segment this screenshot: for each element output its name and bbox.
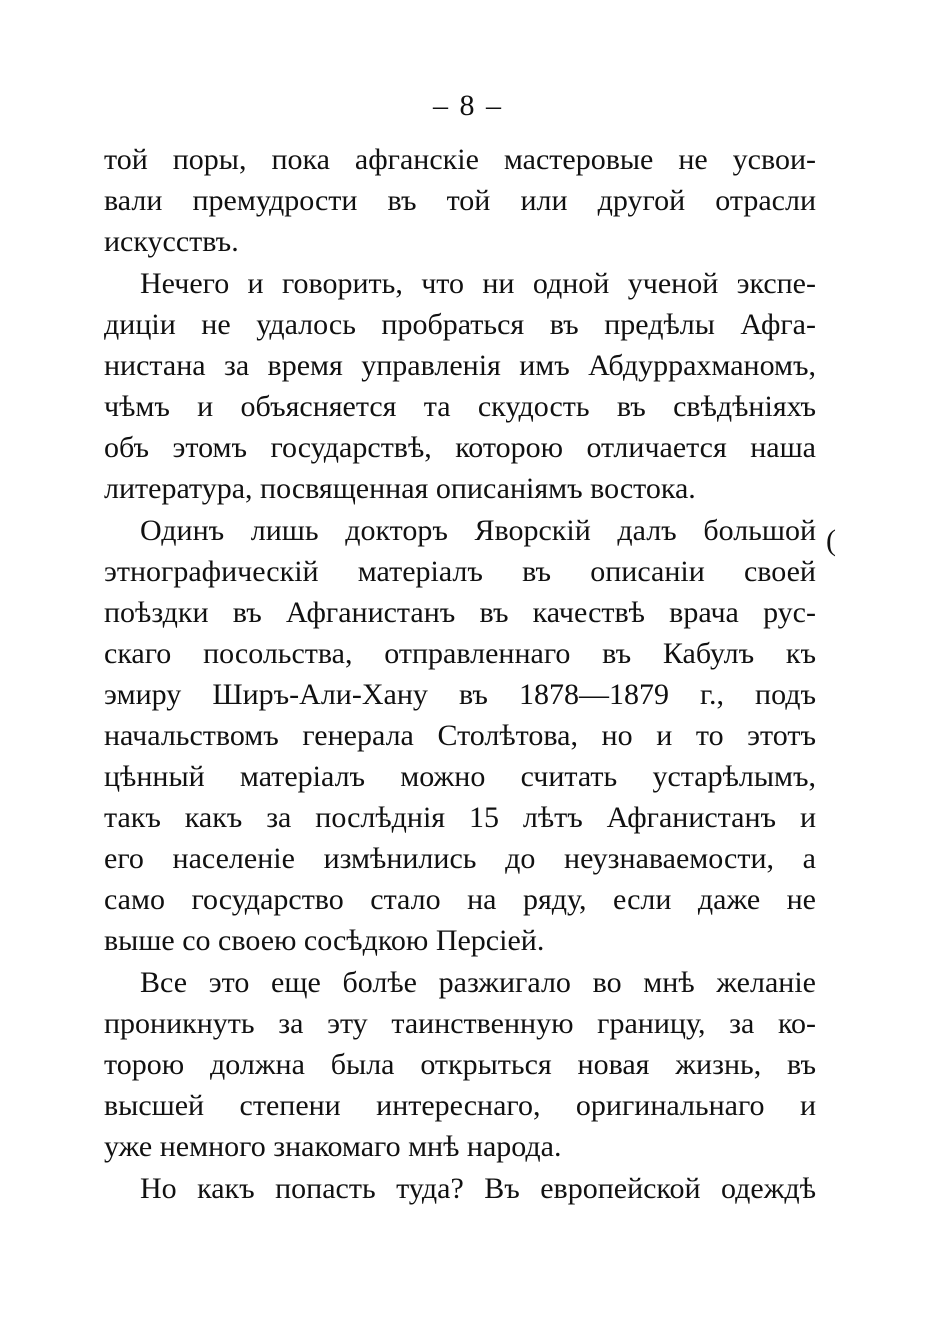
text-line: начальствомъ генерала Столѣтова, но и то этотъ bbox=[104, 719, 816, 752]
text-line: Нечего и говорить, что ни одной ученой экспе- bbox=[140, 267, 816, 300]
text-line: такъ какъ за послѣднія 15 лѣтъ Афганистанъ и bbox=[104, 801, 816, 834]
text-line: нистана за время управленія имъ Абдуррахманомъ, bbox=[104, 349, 816, 382]
page-number: – 8 – bbox=[433, 89, 503, 122]
text-line: диціи не удалось пробраться въ предѣлы Афга- bbox=[104, 308, 816, 341]
text-line: эмиру Ширъ-Али-Хану въ 1878—1879 г., подъ bbox=[104, 678, 816, 711]
text-line: той поры, пока афганскіе мастеровые не усвои- bbox=[104, 143, 816, 176]
text-line: вали премудрости въ той или другой отрасли bbox=[104, 184, 816, 217]
text-line: его населеніе измѣнились до неузнаваемости, а bbox=[104, 842, 816, 875]
paragraph-4 bbox=[104, 962, 816, 1167]
body-text bbox=[104, 139, 816, 1210]
text-line: литература, посвященная описаніямъ востока. bbox=[104, 472, 696, 505]
paragraph-1 bbox=[104, 139, 816, 262]
text-line: объ этомъ государствѣ, которою отличается наша bbox=[104, 431, 816, 464]
text-line: чѣмъ и объясняется та скудость въ свѣдѣніяхъ bbox=[104, 390, 816, 423]
margin-mark: ( bbox=[826, 524, 836, 557]
text-line: Но какъ попасть туда? Въ европейской одеждѣ bbox=[140, 1172, 816, 1205]
paragraph-2 bbox=[104, 263, 816, 509]
text-line: торою должна была открыться новая жизнь, въ bbox=[104, 1048, 816, 1081]
paragraph-3 bbox=[104, 510, 816, 961]
paragraph-5 bbox=[104, 1168, 816, 1209]
text-line: высшей степени интереснаго, оригинальнаго и bbox=[104, 1089, 816, 1122]
text-line: этнографическій матеріалъ въ описаніи своей bbox=[104, 555, 816, 588]
text-line: искусствъ. bbox=[104, 225, 239, 258]
text-line: само государство стало на ряду, если даже не bbox=[104, 883, 816, 916]
text-line: поѣздки въ Афганистанъ въ качествѣ врача рус- bbox=[104, 596, 816, 629]
text-line: выше со своею сосѣдкою Персіей. bbox=[104, 924, 545, 957]
text-line: проникнуть за эту таинственную границу, за ко- bbox=[104, 1007, 816, 1040]
text-line: Одинъ лишь докторъ Яворскій далъ большой bbox=[140, 514, 816, 547]
text-line: уже немного знакомаго мнѣ народа. bbox=[104, 1130, 562, 1163]
text-line: Все это еще болѣе разжигало во мнѣ желаніе bbox=[140, 966, 816, 999]
text-line: скаго посольства, отправленнаго въ Кабулъ къ bbox=[104, 637, 816, 670]
text-line: цѣнный матеріалъ можно считать устарѣлымъ, bbox=[104, 760, 816, 793]
